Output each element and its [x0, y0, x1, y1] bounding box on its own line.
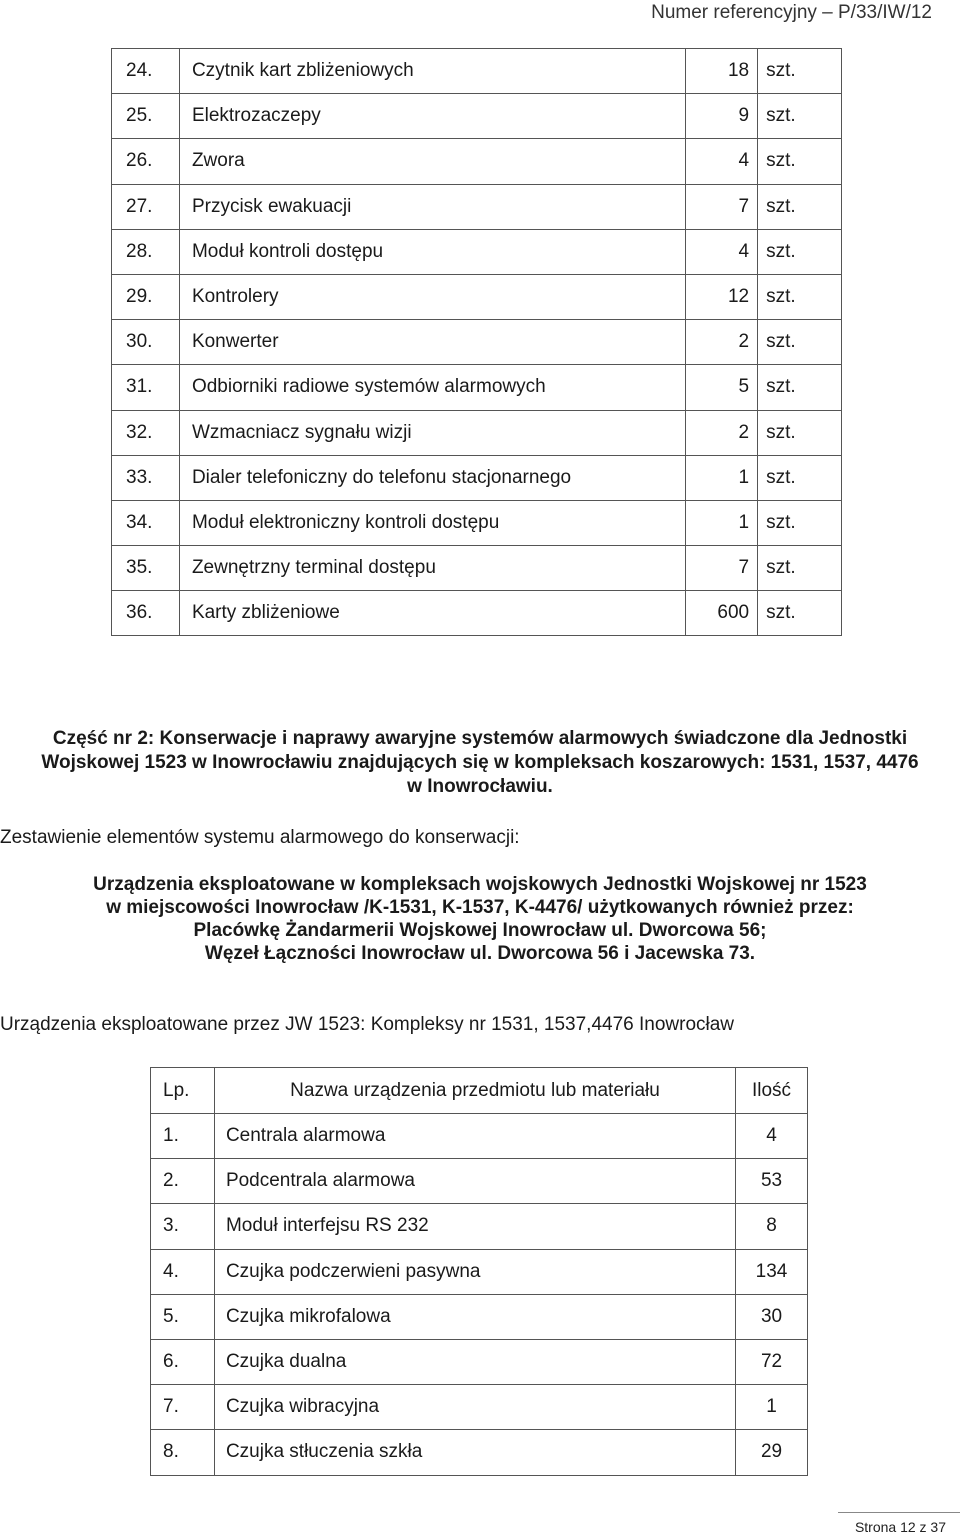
- item-name: Czujka mikrofalowa: [214, 1294, 735, 1339]
- item-unit: szt.: [758, 320, 842, 365]
- item-quantity: 4: [736, 1114, 808, 1159]
- item-name: Przycisk ewakuacji: [179, 184, 685, 229]
- item-name: Karty zbliżeniowe: [179, 591, 685, 636]
- header-name: Nazwa urządzenia przedmiotu lub materiału: [214, 1068, 735, 1114]
- reference-number: Numer referencyjny – P/33/IW/12: [651, 2, 932, 23]
- devices-heading-line1: Urządzenia eksploatowane w kompleksach wojskowych Jednostki Wojskowej nr 1523: [93, 874, 867, 895]
- equipment-table-part2: [150, 1067, 808, 1476]
- item-quantity: 7: [686, 184, 758, 229]
- item-name: Zwora: [179, 139, 685, 184]
- row-number: 7.: [151, 1385, 215, 1430]
- row-number: 24.: [112, 49, 180, 94]
- row-number: 3.: [151, 1204, 215, 1249]
- table-row: [112, 274, 842, 319]
- item-name: Zewnętrzny terminal dostępu: [179, 546, 685, 591]
- item-unit: szt.: [758, 139, 842, 184]
- table-row: [151, 1204, 808, 1249]
- item-unit: szt.: [758, 94, 842, 139]
- item-quantity: 2: [686, 410, 758, 455]
- section-title-line3: w Inowrocławiu.: [407, 776, 553, 797]
- item-name: Dialer telefoniczny do telefonu stacjonarnego: [179, 455, 685, 500]
- item-quantity: 8: [736, 1204, 808, 1249]
- item-name: Elektrozaczepy: [179, 94, 685, 139]
- row-number: 35.: [112, 546, 180, 591]
- item-name: Centrala alarmowa: [214, 1114, 735, 1159]
- row-number: 32.: [112, 410, 180, 455]
- item-unit: szt.: [758, 49, 842, 94]
- row-number: 2.: [151, 1159, 215, 1204]
- item-name: Podcentrala alarmowa: [214, 1159, 735, 1204]
- row-number: 28.: [112, 229, 180, 274]
- item-quantity: 5: [686, 365, 758, 410]
- item-unit: szt.: [758, 229, 842, 274]
- devices-heading-line4: Węzeł Łączności Inowrocław ul. Dworcowa 56 i Jacewska 73.: [204, 943, 756, 964]
- table-row: [112, 229, 842, 274]
- table-row: [112, 320, 842, 365]
- item-quantity: 1: [686, 455, 758, 500]
- item-name: Moduł kontroli dostępu: [179, 229, 685, 274]
- equipment-table-part1: [111, 48, 842, 636]
- item-quantity: 30: [736, 1294, 808, 1339]
- item-quantity: 134: [736, 1249, 808, 1294]
- table-row: [151, 1159, 808, 1204]
- table-row: [151, 1114, 808, 1159]
- row-number: 27.: [112, 184, 180, 229]
- row-number: 34.: [112, 500, 180, 545]
- item-unit: szt.: [758, 500, 842, 545]
- row-number: 30.: [112, 320, 180, 365]
- row-number: 5.: [151, 1294, 215, 1339]
- item-name: Czujka podczerwieni pasywna: [214, 1249, 735, 1294]
- table-row: [151, 1249, 808, 1294]
- row-number: 29.: [112, 274, 180, 319]
- intro-text: Zestawienie elementów systemu alarmowego do konserwacji:: [0, 827, 520, 848]
- section-title-line2: Wojskowej 1523 w Inowrocławiu znajdujących się w kompleksach koszarowych: 1531, 1537, 4476: [41, 752, 919, 773]
- row-number: 25.: [112, 94, 180, 139]
- item-quantity: 53: [736, 1159, 808, 1204]
- item-name: Czujka wibracyjna: [214, 1385, 735, 1430]
- devices-heading-line3: Placówkę Żandarmerii Wojskowej Inowrocław ul. Dworcowa 56;: [193, 920, 767, 941]
- item-name: Kontrolery: [179, 274, 685, 319]
- item-name: Wzmacniacz sygnału wizji: [179, 410, 685, 455]
- row-number: 4.: [151, 1249, 215, 1294]
- row-number: 36.: [112, 591, 180, 636]
- devices-heading-line2: w miejscowości Inowrocław /K-1531, K-1537, K-4476/ użytkowanych również przez:: [106, 897, 854, 918]
- item-quantity: 9: [686, 94, 758, 139]
- header-qty: Ilość: [736, 1068, 808, 1114]
- footer-divider: [838, 1512, 960, 1513]
- table-header-row: [151, 1068, 808, 1114]
- row-number: 31.: [112, 365, 180, 410]
- row-number: 6.: [151, 1339, 215, 1384]
- item-unit: szt.: [758, 546, 842, 591]
- item-name: Moduł elektroniczny kontroli dostępu: [179, 500, 685, 545]
- item-quantity: 1: [736, 1385, 808, 1430]
- item-unit: szt.: [758, 184, 842, 229]
- item-name: Czytnik kart zbliżeniowych: [179, 49, 685, 94]
- table-row: [112, 500, 842, 545]
- item-quantity: 29: [736, 1430, 808, 1475]
- item-unit: szt.: [758, 274, 842, 319]
- table-row: [151, 1430, 808, 1475]
- table-row: [112, 94, 842, 139]
- item-quantity: 2: [686, 320, 758, 365]
- item-name: Czujka dualna: [214, 1339, 735, 1384]
- item-name: Odbiorniki radiowe systemów alarmowych: [179, 365, 685, 410]
- table-row: [112, 139, 842, 184]
- table-row: [112, 49, 842, 94]
- table-row: [112, 455, 842, 500]
- row-number: 1.: [151, 1114, 215, 1159]
- item-name: Konwerter: [179, 320, 685, 365]
- item-quantity: 12: [686, 274, 758, 319]
- section-title-line1: Część nr 2: Konserwacje i naprawy awaryjne systemów alarmowych świadczone dla Jednostki: [52, 728, 908, 749]
- table-row: [112, 184, 842, 229]
- item-unit: szt.: [758, 455, 842, 500]
- row-number: 8.: [151, 1430, 215, 1475]
- header-lp: Lp.: [151, 1068, 215, 1114]
- table-row: [112, 365, 842, 410]
- table-row: [112, 546, 842, 591]
- item-name: Moduł interfejsu RS 232: [214, 1204, 735, 1249]
- row-number: 33.: [112, 455, 180, 500]
- table-row: [112, 410, 842, 455]
- item-quantity: 600: [686, 591, 758, 636]
- item-quantity: 72: [736, 1339, 808, 1384]
- row-number: 26.: [112, 139, 180, 184]
- page-number: Strona 12 z 37: [854, 1519, 946, 1535]
- table-row: [151, 1385, 808, 1430]
- item-quantity: 18: [686, 49, 758, 94]
- item-quantity: 1: [686, 500, 758, 545]
- table-row: [151, 1339, 808, 1384]
- section-title: [0, 727, 960, 799]
- item-unit: szt.: [758, 410, 842, 455]
- item-name: Czujka stłuczenia szkła: [214, 1430, 735, 1475]
- item-unit: szt.: [758, 365, 842, 410]
- item-unit: szt.: [758, 591, 842, 636]
- devices-heading: [0, 873, 960, 965]
- jw-heading: Urządzenia eksploatowane przez JW 1523: Kompleksy nr 1531, 1537,4476 Inowrocław: [0, 1014, 735, 1035]
- item-quantity: 7: [686, 546, 758, 591]
- table-row: [151, 1294, 808, 1339]
- table-row: [112, 591, 842, 636]
- item-quantity: 4: [686, 229, 758, 274]
- item-quantity: 4: [686, 139, 758, 184]
